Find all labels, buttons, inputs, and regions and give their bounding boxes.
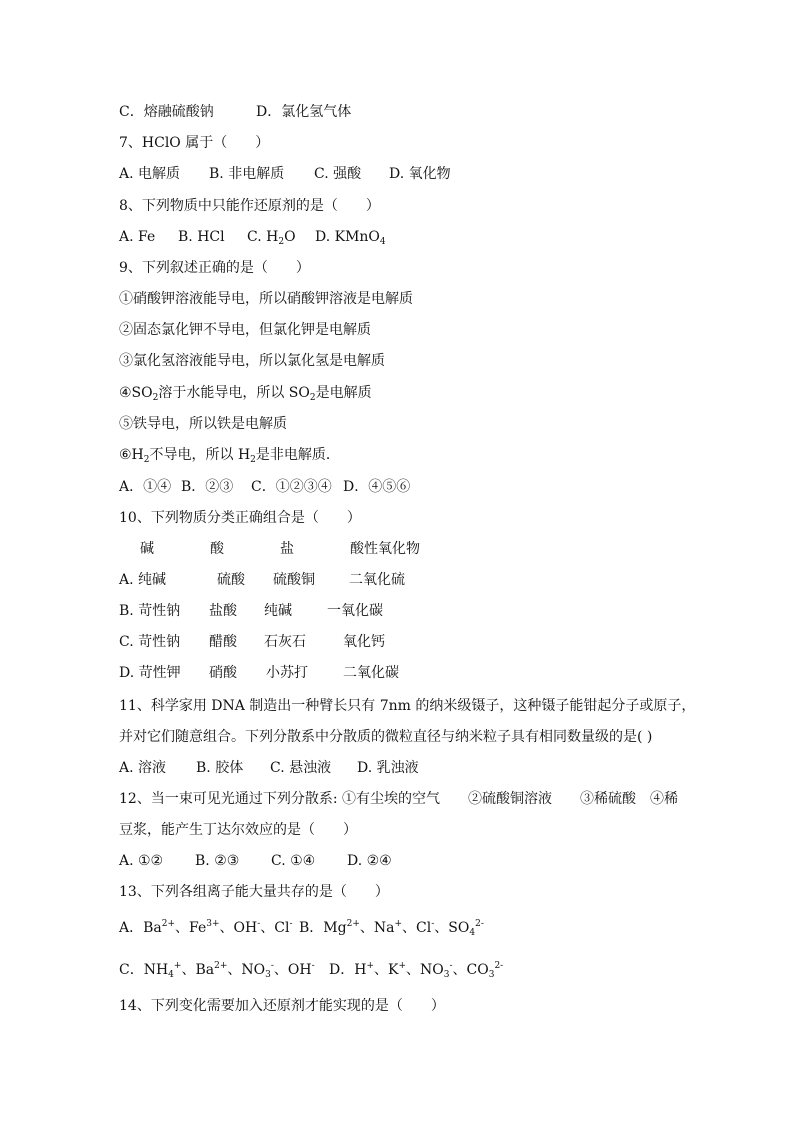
q9-statement-2: ②固态氯化钾不导电，但氯化钾是电解质: [119, 322, 371, 338]
q6-options: [119, 102, 694, 122]
q9-statement-1: ①硝酸钾溶液能导电，所以硝酸钾溶液是电解质: [119, 291, 413, 307]
q11-option-b: B. 胶体: [196, 760, 244, 776]
q13-a-sup-4: -: [289, 919, 293, 929]
q13-c-sup-2: 2+: [214, 961, 228, 971]
q9-s4-text-a: ④SO: [119, 385, 153, 401]
q9-option-a: A．①④: [119, 479, 172, 495]
q10-row-c-salt: 石灰石: [264, 634, 306, 650]
q10-row-c-acid: 醋酸: [209, 634, 237, 650]
q13-d-sub-4: 3: [488, 970, 495, 980]
q9-s4-sub-a: 2: [152, 393, 159, 403]
q13-d-sup-1: +: [366, 961, 374, 971]
q13-a-sup-1: 2+: [161, 919, 176, 929]
q12-line-1: 12、当一束可见光通过下列分散系: ①有尘埃的空气 ②硫酸铜溶液 ③稀硫酸 ④稀: [119, 791, 678, 807]
q13-b-text-3: 、Cl: [402, 920, 432, 936]
q8-options: [119, 227, 694, 247]
q8-option-c-subscript: 2: [278, 237, 285, 247]
q9-s4-sub-b: 2: [309, 393, 316, 403]
q10-row-a-base: A. 纯碱: [119, 572, 167, 588]
q13-b-sub-4: 4: [469, 928, 476, 938]
q13-stem: 13、下列各组离子能大量共存的是（ ）: [119, 884, 389, 900]
q10-row-b-oxide: 一氧化碳: [327, 603, 383, 619]
q9-s4-text-c: 是电解质: [315, 385, 372, 401]
q13-a-sup-2: 3+: [206, 919, 220, 929]
q10-header-acidic-oxide: 酸性氧化物: [350, 541, 420, 557]
q13-d-text-3: 、NO: [406, 962, 444, 978]
q9-option-d: D．④⑤⑥: [343, 479, 411, 495]
q7-stem: 7、HClO 属于（ ）: [119, 135, 270, 151]
q8-option-c-text: C. H: [247, 229, 279, 245]
q13-c-sup-4: -: [311, 961, 315, 971]
q13-option-b: [299, 918, 484, 938]
q10-row-d: [119, 663, 694, 683]
q6-option-d: D．氯化氢气体: [256, 104, 352, 120]
q13-option-d: [329, 960, 503, 980]
q13-b-sup-1: 2+: [346, 919, 360, 929]
q13-b-text-4: 、SO: [434, 920, 470, 936]
q10-row-b: [119, 601, 694, 621]
q10-row-d-oxide: 二氧化碳: [343, 665, 399, 681]
q13-a-text-2: 、Fe: [175, 920, 207, 936]
q13-c-sub-1: 4: [168, 970, 174, 980]
q8-option-c-text-2: O: [284, 229, 296, 245]
q13-a-text-3: 、OH: [219, 920, 258, 936]
q7-option-d: D. 氧化物: [389, 166, 451, 182]
q13-options-cd: [119, 960, 694, 980]
q13-b-text-1: B．Mg: [299, 920, 347, 936]
q12-option-c: C. ①④: [271, 853, 316, 869]
q13-d-sub-3: 3: [443, 970, 450, 980]
q8-option-d: [315, 227, 386, 247]
q13-options-ab: [119, 918, 694, 938]
q13-option-c: [119, 960, 329, 980]
q13-d-sup-3: -: [449, 961, 453, 971]
q13-c-sub-3: 3: [265, 970, 271, 980]
q9-s6-text-a: ⑥H: [119, 447, 144, 463]
q13-d-text-2: 、K: [373, 962, 399, 978]
q7-option-b: B. 非电解质: [209, 166, 285, 182]
q7-options: [119, 164, 694, 184]
q8-option-d-text: D. KMnO: [315, 229, 380, 245]
q10-row-a-salt: 硫酸铜: [273, 572, 315, 588]
q9-s6-sub-b: 2: [250, 455, 256, 465]
q13-c-sup-1: +: [173, 961, 182, 971]
q7-option-a: A. 电解质: [119, 166, 181, 182]
q9-statement-3: ③氯化氢溶液能导电，所以氯化氢是电解质: [119, 353, 385, 369]
q10-header-salt: 盐: [280, 541, 294, 557]
q11-option-d: D. 乳浊液: [357, 760, 419, 776]
q10-row-b-acid: 盐酸: [209, 603, 237, 619]
q9-s6-text-b: 不导电，所以 H: [149, 447, 251, 463]
q10-row-b-salt: 纯碱: [264, 603, 292, 619]
q10-header-acid: 酸: [210, 541, 224, 557]
q13-option-a: [119, 918, 299, 938]
q11-line-1: 11、科学家用 DNA 制造出一种臂长只有 7nm 的纳米级镊子，这种镊子能钳起分子或原子，: [119, 698, 696, 714]
q13-c-sup-3: -: [270, 961, 274, 971]
q13-a-text-4: 、Cl: [260, 920, 290, 936]
q10-table-header: [119, 539, 694, 559]
q13-b-sup-3: -: [431, 919, 435, 929]
q13-b-sup-2: +: [394, 919, 403, 929]
q11-option-a: A. 溶液: [119, 760, 167, 776]
q11-option-c: C. 悬浊液: [270, 760, 332, 776]
q10-row-d-salt: 小苏打: [266, 665, 308, 681]
q9-stem: 9、下列叙述正确的是（ ）: [119, 260, 310, 276]
q8-option-d-subscript: 4: [379, 237, 386, 247]
q8-option-a: A. Fe: [119, 229, 156, 245]
q9-statement-4: [119, 383, 694, 403]
q13-c-text-1: C．NH: [119, 962, 169, 978]
q9-s6-text-c: 是非电解质．: [255, 447, 340, 463]
q9-option-c: C．①②③④: [251, 479, 332, 495]
q13-c-text-3: 、NO: [227, 962, 266, 978]
q9-s6-sub-a: 2: [143, 455, 150, 465]
q8-option-b: B. HCl: [178, 229, 225, 245]
q10-row-a-acid: 硫酸: [217, 572, 245, 588]
q8-option-c: [247, 227, 315, 247]
q13-d-sup-2: +: [398, 961, 406, 971]
q10-row-d-base: D. 苛性钾: [119, 665, 181, 681]
q12-option-b: B. ②③: [195, 853, 240, 869]
q10-row-b-base: B. 苛性钠: [119, 603, 181, 619]
q10-header-base: 碱: [140, 541, 154, 557]
q6-option-c: C．熔融硫酸钠: [119, 104, 214, 120]
q11-options: [119, 758, 694, 778]
q10-row-c-oxide: 氧化钙: [343, 634, 385, 650]
q10-row-a-oxide: 二氧化硫: [349, 572, 405, 588]
q10-row-a: [119, 570, 694, 590]
q11-line-2: 并对它们随意组合。下列分散系中分散质的微粒直径与纳米粒子具有相同数量级的是( ): [119, 729, 653, 745]
q13-a-text-1: A．Ba: [119, 920, 162, 936]
q13-d-sup-4: 2-: [494, 961, 504, 971]
q9-option-b: B．②③: [181, 479, 234, 495]
q7-option-c: C. 强酸: [314, 166, 362, 182]
q13-a-sup-3: -: [257, 919, 261, 929]
q9-statement-5: ⑤铁导电，所以铁是电解质: [119, 416, 287, 432]
q13-b-sup-4: 2-: [475, 919, 484, 929]
q10-stem: 10、下列物质分类正确组合是（ ）: [119, 510, 361, 526]
q12-line-2: 豆浆，能产生丁达尔效应的是（ ）: [119, 822, 357, 838]
q9-statement-6: [119, 445, 694, 465]
q13-d-text-4: 、CO: [452, 962, 489, 978]
q8-stem: 8、下列物质中只能作还原剂的是（ ）: [119, 198, 380, 214]
q13-c-text-2: 、Ba: [181, 962, 215, 978]
q12-option-d: D. ②④: [347, 853, 392, 869]
q13-b-text-2: 、Na: [359, 920, 395, 936]
q14-stem: 14、下列变化需要加入还原剂才能实现的是（ ）: [119, 998, 445, 1014]
q10-row-d-acid: 硝酸: [209, 665, 237, 681]
q12-option-a: A. ①②: [119, 853, 164, 869]
q10-row-c: [119, 632, 694, 652]
q13-c-text-4: 、OH: [273, 962, 312, 978]
q9-options: [119, 477, 694, 497]
q10-row-c-base: C. 苛性钠: [119, 634, 181, 650]
q9-s4-text-b: 溶于水能导电，所以 SO: [158, 385, 310, 401]
q13-d-text-1: D．H: [329, 962, 367, 978]
q12-options: [119, 851, 694, 871]
